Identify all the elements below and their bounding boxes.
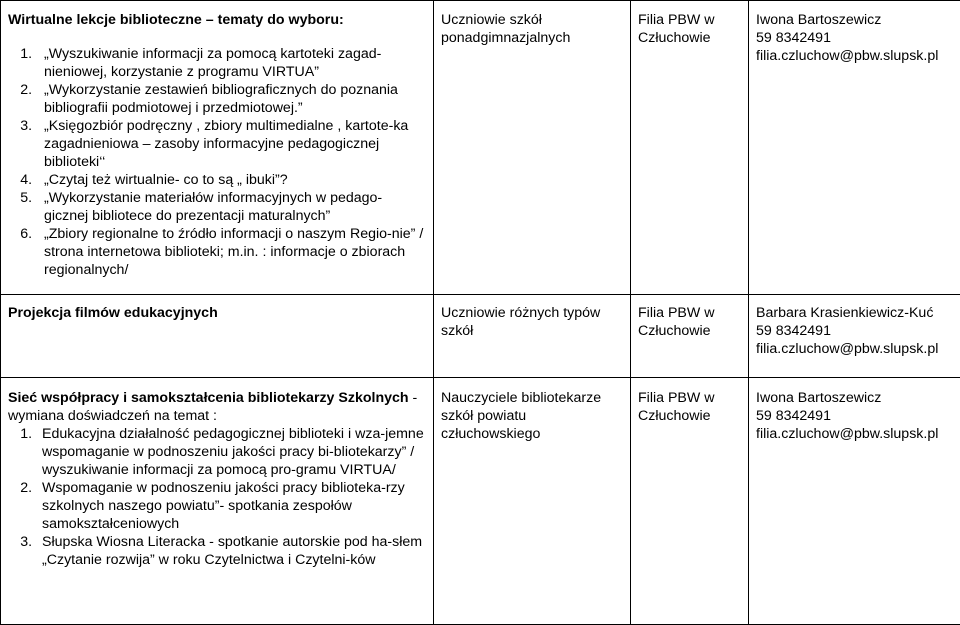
table-row (1, 1, 960, 295)
contact-phone: 59 8342491 (756, 407, 954, 425)
location-cell: Filia PBW w Człuchowie (631, 378, 749, 625)
audience-cell: Uczniowie szkół ponadgimnazjalnych (434, 1, 631, 295)
topic-list (8, 425, 426, 569)
contact-cell (749, 1, 960, 295)
contact-name: Barbara Krasienkiewicz-Kuć (756, 304, 954, 322)
contact-name: Iwona Bartoszewicz (756, 11, 954, 29)
contact-name: Iwona Bartoszewicz (756, 389, 954, 407)
table-row (1, 378, 960, 625)
topic-list (8, 45, 426, 279)
contact-phone: 59 8342491 (756, 322, 954, 340)
contact-phone: 59 8342491 (756, 29, 954, 47)
contact-email: filia.czluchow@pbw.slupsk.pl (756, 425, 954, 443)
list-item: 3. Słupska Wiosna Literacka - spotkanie autorskie pod ha-słem „Czytanie rozwija” w roku Czytelnictwa i Czytelni-ków (36, 533, 426, 569)
topic-heading (8, 389, 426, 425)
location-cell: Filia PBW w Człuchowie (631, 295, 749, 378)
list-item: 2. Wspomaganie w podnoszeniu jakości pracy biblioteka-rzy szkolnych naszego powiatu”- spotkania zespołów samokształceniowych (36, 479, 426, 533)
topic-cell (1, 378, 434, 625)
audience-cell: Uczniowie różnych typów szkół (434, 295, 631, 378)
list-item: 2. „Wykorzystanie zestawień bibliograficznych do poznania bibliografii podmiotowej i przedmiotowej.” (36, 81, 426, 117)
location-cell: Filia PBW w Człuchowie (631, 1, 749, 295)
topic-cell (1, 295, 434, 378)
list-item: 1. Edukacyjna działalność pedagogicznej biblioteki i wza-jemne wspomaganie w podnoszeniu jakości pracy bi-bliotekarzy” / wyszukiwanie informacji za pomocą pro-gramu VIRTUA/ (36, 425, 426, 479)
contact-cell (749, 378, 960, 625)
topic-subtitle: - wymiana doświadczeń na temat : (8, 390, 417, 424)
topic-title: Sieć współpracy i samokształcenia bibliotekarzy Szkolnych (8, 390, 409, 406)
topic-title: Wirtualne lekcje biblioteczne – tematy do wyboru: (8, 11, 426, 29)
contact-email: filia.czluchow@pbw.slupsk.pl (756, 47, 954, 65)
topic-cell (1, 1, 434, 295)
list-item: 1. „Wyszukiwanie informacji za pomocą kartoteki zagad-nieniowej, korzystanie z programu VIRTUA” (36, 45, 426, 81)
table-row (1, 295, 960, 378)
list-item: 6. „Zbiory regionalne to źródło informacji o naszym Regio-nie” / strona internetowa biblioteki; m.in. : informacje o zbiorach regionalnych/ (36, 225, 426, 279)
list-item: 5. „Wykorzystanie materiałów informacyjnych w pedago-gicznej bibliotece do prezentacji maturalnych” (36, 189, 426, 225)
audience-cell: Nauczyciele bibliotekarze szkół powiatu człuchowskiego (434, 378, 631, 625)
list-item: 3. „Księgozbiór podręczny , zbiory multimedialne , kartote-ka zagadnieniowa – zasoby informacyjne pedagogicznej biblioteki‘‘ (36, 117, 426, 171)
list-item: 4. „Czytaj też wirtualnie- co to są „ ibuki”? (36, 171, 426, 189)
topic-title: Projekcja filmów edukacyjnych (8, 304, 426, 322)
contact-cell (749, 295, 960, 378)
contact-email: filia.czluchow@pbw.slupsk.pl (756, 340, 954, 358)
